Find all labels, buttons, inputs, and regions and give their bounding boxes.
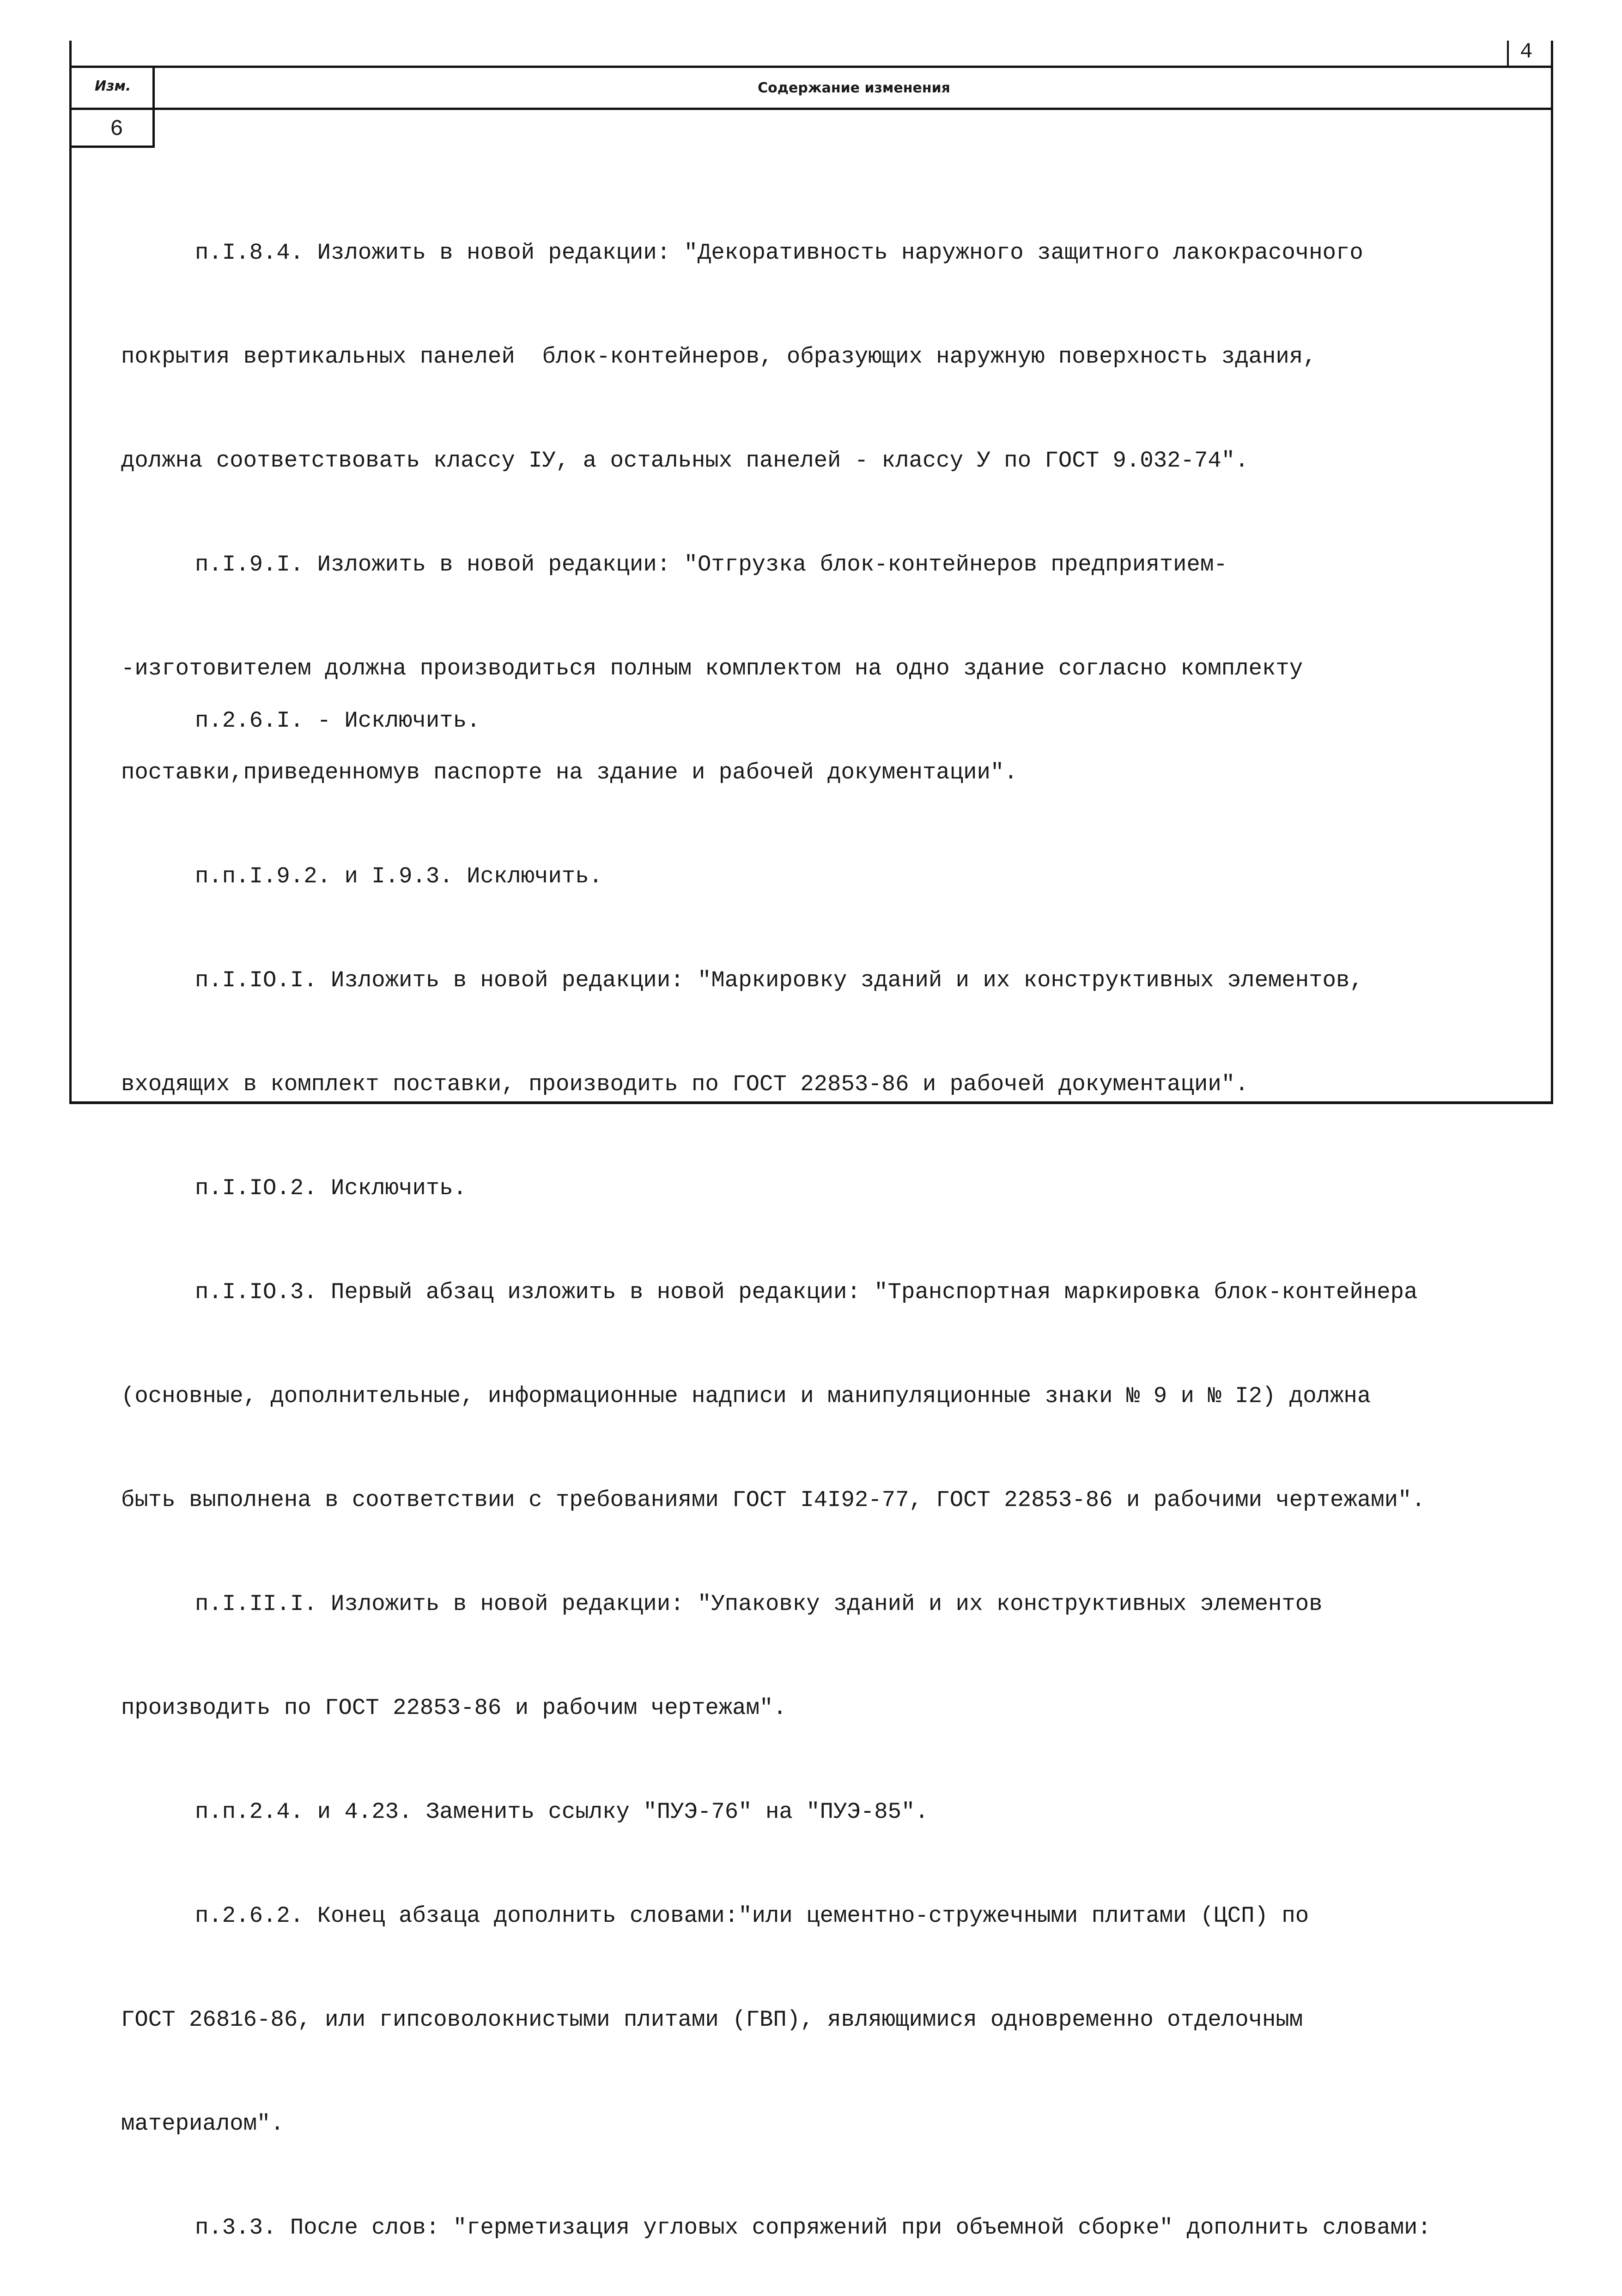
header-row xyxy=(69,66,1553,110)
text-line: поставки,приведенномув паспорте на здание и рабочей документации". xyxy=(121,759,1018,785)
revision-cell xyxy=(69,110,155,148)
text-line: должна соответствовать классу IУ, а остальных панелей - классу У по ГОСТ 9.032-74". xyxy=(121,448,1249,474)
text-line: п.I.IO.2. Исключить. xyxy=(195,1175,467,1201)
sheet-number: 4 xyxy=(1520,40,1533,64)
text-line: п.I.9.I. Изложить в новой редакции: "Отгрузка блок-контейнеров предприятием- xyxy=(195,552,1227,577)
text-line: п.I.IO.3. Первый абзац изложить в новой редакции: "Транспортная маркировка блок-контейнера xyxy=(195,1279,1418,1305)
text-line: материалом". xyxy=(121,2111,284,2137)
text-line: входящих в комплект поставки, производить по ГОСТ 22853-86 и рабочей документации". xyxy=(121,1071,1249,1097)
text-line: быть выполнена в соответствии с требованиями ГОСТ I4I92-77, ГОСТ 22853-86 и рабочими чертежами". xyxy=(121,1487,1425,1513)
text-line: (основные, дополнительные, информационные надписи и манипуляционные знаки № 9 и № I2) должна xyxy=(121,1383,1371,1409)
revision-number: 6 xyxy=(110,117,123,142)
text-line: п.2.6.2. Конец абзаца дополнить словами:"или цементно-стружечными плитами (ЦСП) по xyxy=(195,1903,1309,1929)
izm-cell xyxy=(69,68,155,108)
frame-stub-left xyxy=(69,41,72,69)
frame-stub-right xyxy=(1551,41,1553,69)
text-line: п.п.I.9.2. и I.9.3. Исключить. xyxy=(195,863,603,889)
text-line: п.3.3. После слов: "герметизация угловых сопряжений при объемной сборке" дополнить словами: xyxy=(195,2215,1431,2241)
text-line: п.I.8.4. Изложить в новой редакции: "Декоративность наружного защитного лакокрасочного xyxy=(195,240,1363,266)
overlapping-text-line: п.2.6.I. - Исключить. xyxy=(195,708,480,734)
text-line: п.п.2.4. и 4.23. Заменить ссылку "ПУЭ-76" на "ПУЭ-85". xyxy=(195,1799,929,1825)
izm-label: Изм. xyxy=(95,78,131,94)
text-line: п.I.IO.I. Изложить в новой редакции: "Маркировку зданий и их конструктивных элементов, xyxy=(195,967,1363,993)
text-line: п.I.II.I. Изложить в новой редакции: "Упаковку зданий и их конструктивных элементов xyxy=(195,1591,1323,1617)
text-line: производить по ГОСТ 22853-86 и рабочим чертежам". xyxy=(121,1695,787,1721)
change-content xyxy=(121,166,1525,2296)
text-line: покрытия вертикальных панелей блок-контейнеров, образующих наружную поверхность здания, xyxy=(121,344,1317,370)
text-line: ГОСТ 26816-86, или гипсоволокнистыми плитами (ГВП), являющимися одновременно отделочным xyxy=(121,2007,1303,2033)
text-line: -изготовителем должна производиться полным комплектом на одно здание согласно комплекту xyxy=(121,656,1303,681)
header-title: Содержание изменения xyxy=(758,80,950,96)
